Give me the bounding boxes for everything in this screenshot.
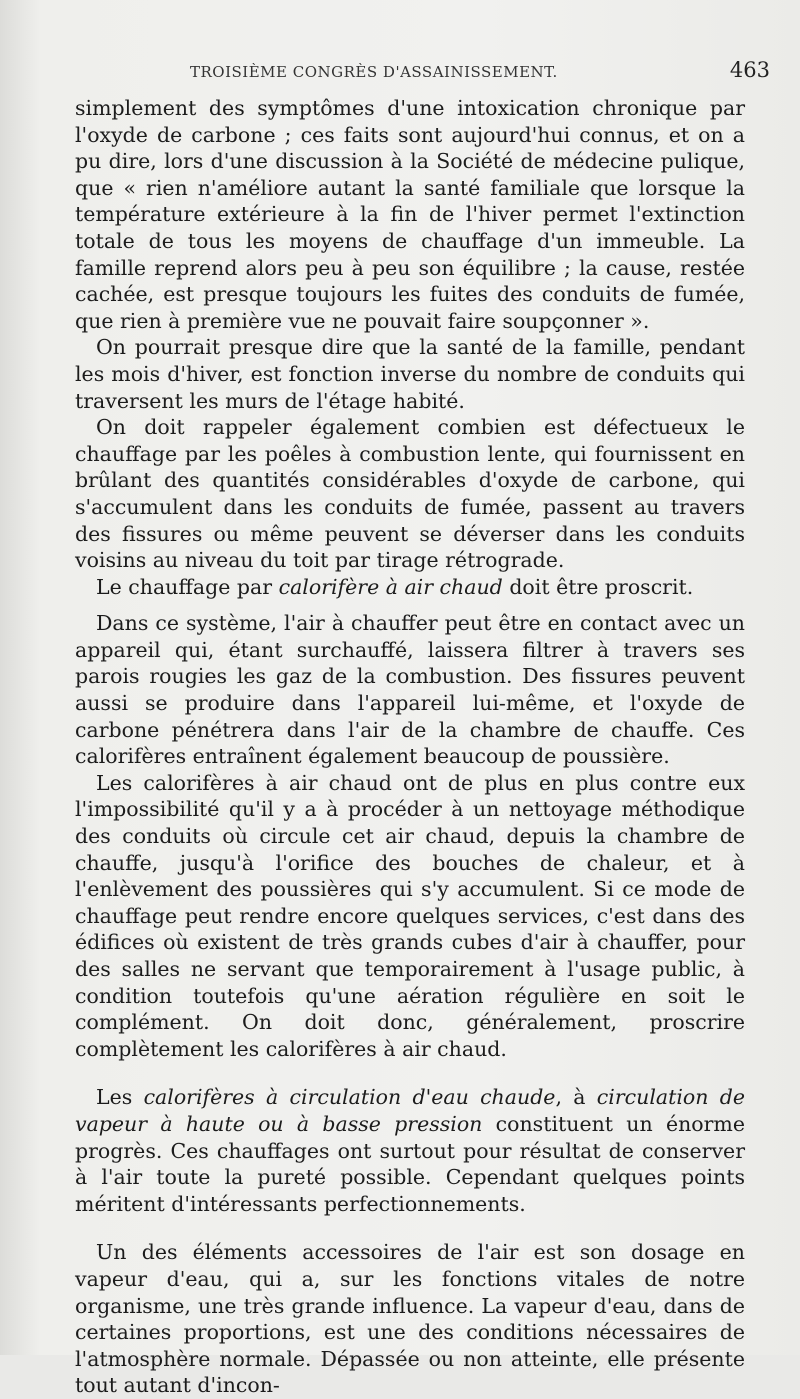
paragraph-2: On pourrait presque dire que la santé de la famille, pendant les mois d'hiver, est fonction inverse du nombre de conduits qui traversent les murs de l'étage habité.: [75, 335, 745, 413]
paragraph-3: On doit rappeler également combien est défectueux le chauffage par les poêles à combustion lente, qui fournissent en brûlant des quantités considérables d'oxyde de carbone, qui s'accumulent dans les conduits de fumée, passent au travers des fissures ou même peuvent se déverser dans les conduits voisins au niveau du toit par tirage rétrograde.: [75, 415, 745, 573]
paragraph-4: Le chauffage par calorifère à air chaud doit être proscrit.: [96, 574, 694, 599]
page-number: 463: [729, 58, 770, 82]
running-title: TROISIÈME CONGRÈS D'ASSAINISSEMENT.: [190, 63, 558, 81]
italic-term: calorifère à air chaud: [278, 574, 503, 599]
body-text: [75, 95, 745, 1399]
page-header: [190, 58, 770, 82]
paragraph-6: Les calorifères à air chaud ont de plus en plus contre eux l'impossibilité qu'il y a à procéder à un nettoyage méthodique des conduits où circule cet air chaud, depuis la chambre de chauffe, jusqu'à l'orifice des bouches de chaleur, et à l'enlèvement des poussières qui s'y accumulent. Si ce mode de chauffage peut rendre encore quelques services, c'est dans des édifices où existent de très grands cubes d'air à chauffer, pour des salles ne servant que temporairement à l'usage public, à condition toutefois qu'une aération régulière en soit le complément. On doit donc, généralement, proscrire complètement les calorifères à air chaud.: [75, 770, 745, 1061]
paragraph-1: simplement des symptômes d'une intoxication chronique par l'oxyde de carbone ; ces faits sont aujourd'hui connus, et on a pu dire, lors d'une discussion à la Société de médecine pulique, que « rien n'améliore autant la santé familiale que lorsque la température extérieure à la fin de l'hiver permet l'extinction totale de tous les moyens de chauffage d'un immeuble. La famille reprend alors peu à peu son équilibre ; la cause, restée cachée, est presque toujours les fuites des conduits de fumée, que rien à première vue ne pouvait faire soupçonner ».: [75, 96, 745, 333]
italic-term: circulation de vapeur à haute ou à basse pression: [75, 1085, 745, 1136]
paragraph-8: Un des éléments accessoires de l'air est son dosage en vapeur d'eau, qui a, sur les fonctions vitales de notre organisme, une très grande influence. La vapeur d'eau, dans de certaines proportions, est une des conditions nécessaires de l'atmosphère normale. Dépassée ou non atteinte, elle présente tout autant d'incon-: [75, 1240, 745, 1398]
italic-term: calorifères à circulation d'eau chaude: [143, 1085, 556, 1110]
paragraph-5: Dans ce système, l'air à chauffer peut être en contact avec un appareil qui, étant surchauffé, laissera filtrer à travers ses parois rougies les gaz de la combustion. Des fissures peuvent aussi se produire dans l'appareil lui-même, et l'oxyde de carbone pénétrera dans l'air de la chambre de chauffe. Ces calorifères entraînent également beaucoup de poussière.: [75, 611, 745, 769]
paragraph-7: Les calorifères à circulation d'eau chaude, à circulation de vapeur à haute ou à basse pression constituent un énorme progrès. Ces chauffages ont surtout pour résultat de conserver à l'air toute la pureté possible. Cependant quelques points méritent d'intéressants perfectionnements.: [75, 1085, 746, 1216]
